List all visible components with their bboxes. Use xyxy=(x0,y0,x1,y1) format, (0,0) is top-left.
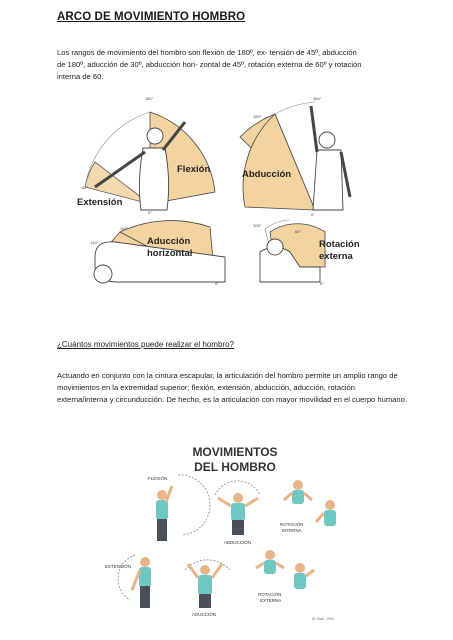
answer-paragraph: Actuando en conjunto con la cintura escapular, la articulación del hombro permite un amplio rango de movimientos en la extremidad superior; flexión, extensión, abducción, aducción, rotación externa/interna y circunducción. De hecho, es la articulación con mayor movilidad en el cuerpo humano. xyxy=(57,371,407,405)
angle-150: 150° xyxy=(253,114,262,119)
angle-184: 184° xyxy=(313,96,322,101)
rotacion-externa-panel xyxy=(253,220,360,286)
intro-paragraph: Los rangos de movimiento del hombro son flexión de 180º, ex- tensión de 45º, abducción de 180º, aducción de 30º, abducción hori- zontal de 45º, rotación externa de 60º y rotación interna de 60. xyxy=(57,48,362,82)
angle-104: 104° xyxy=(253,223,262,228)
figure2-title-2: DEL HOMBRO xyxy=(194,460,276,474)
label-extension: Extensión xyxy=(77,197,123,208)
figure-head-icon xyxy=(267,239,283,255)
figure-head-icon xyxy=(94,265,112,283)
label-rot-interna-1: ROTACIÓN xyxy=(280,522,304,527)
label-rotacion-1: Rotación xyxy=(319,239,360,250)
label-aduccion-1: Aducción xyxy=(147,236,191,247)
label-fig2-abduccion: ABDUCCIÓN xyxy=(224,540,252,545)
label-fig2-flexion: FLEXIÓN xyxy=(148,476,168,481)
label-fig2-aduccion: ADUCCIÓN xyxy=(192,612,217,617)
range-of-motion-figure xyxy=(75,92,375,292)
figure-head-icon xyxy=(319,132,335,148)
question-heading: ¿Cuántos movimientos puede realizar el hombro? xyxy=(57,340,234,349)
abduccion-panel xyxy=(240,96,350,217)
angle-180-flex: 180° xyxy=(145,96,154,101)
angle-110: 110° xyxy=(120,226,128,231)
rotacion-externa-figure xyxy=(256,550,314,603)
flexion-extension-panel xyxy=(77,96,215,215)
extension-figure xyxy=(105,555,151,608)
label-aduccion-2: horizontal xyxy=(147,248,193,259)
figure2-title-1: MOVIMIENTOS xyxy=(192,445,278,459)
abduccion-figure xyxy=(215,481,260,545)
angle-62: 62° xyxy=(82,185,89,190)
aduccion-horizontal-panel xyxy=(90,221,225,286)
angle-0-adu: 0° xyxy=(215,281,219,286)
range-of-motion-svg xyxy=(75,92,375,292)
angle-0-abd: 0° xyxy=(311,212,315,217)
label-fig2-extension: EXTENSIÓN xyxy=(105,564,132,569)
aduccion-figure xyxy=(185,560,230,617)
label-rot-externa-1: ROTACIÓN xyxy=(258,592,282,597)
movimientos-hombro-svg xyxy=(100,440,360,625)
figure2-credit: M. Kuei - 2011 xyxy=(312,617,335,621)
rotacion-interna-figure xyxy=(280,480,336,533)
angle-140: 140° xyxy=(90,240,99,245)
label-rot-interna-2: INTERNA xyxy=(282,528,302,533)
angle-0-flex: 0° xyxy=(148,210,152,215)
label-abduccion: Abducción xyxy=(242,169,292,180)
page-title: ARCO DE MOVIMIENTO HOMBRO xyxy=(57,11,246,23)
label-rot-externa-2: EXTERNA xyxy=(260,598,282,603)
label-rotacion-2: externa xyxy=(319,251,353,262)
flexion-figure xyxy=(148,475,210,541)
label-flexion: Flexión xyxy=(177,164,211,175)
figure-head-icon xyxy=(147,128,163,144)
movimientos-hombro-figure xyxy=(100,440,360,625)
angle-60: 60° xyxy=(295,229,302,234)
angle-0-rot: 0° xyxy=(320,281,324,286)
